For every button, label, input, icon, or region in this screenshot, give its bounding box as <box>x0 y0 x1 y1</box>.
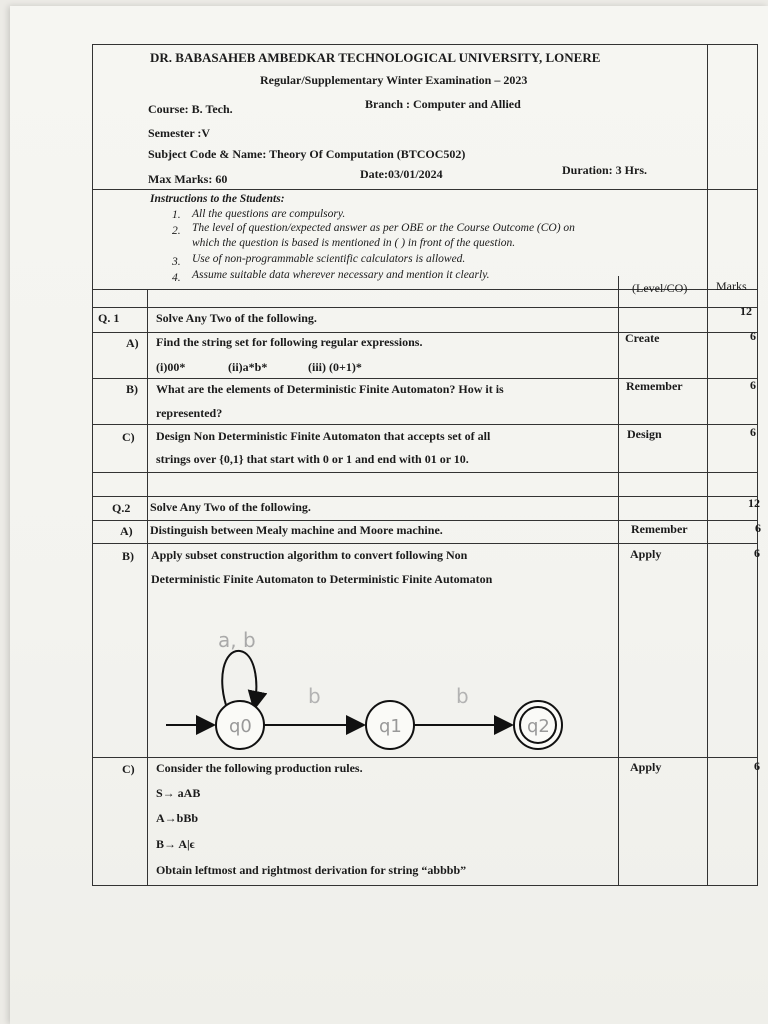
production-rule: B→ A|ϵ <box>156 837 195 851</box>
part-label: B) <box>122 549 134 563</box>
part-text: Apply subset construction algorithm to convert following Non <box>151 548 468 562</box>
part-text: strings over {0,1} that start with 0 or 1 and end with 01 or 10. <box>156 452 469 466</box>
part-marks: 6 <box>750 329 756 343</box>
instruction-number: 3. <box>172 256 181 268</box>
semester: Semester :V <box>148 126 211 140</box>
question-title: Solve Any Two of the following. <box>156 311 317 325</box>
part-label: C) <box>122 762 135 776</box>
instruction-text: Assume suitable data wherever necessary and mention it clearly. <box>192 269 490 281</box>
state-label: q1 <box>379 716 402 737</box>
column-rule <box>147 289 148 886</box>
part-text: Consider the following production rules. <box>156 761 363 775</box>
part-text: Deterministic Finite Automaton to Deterministic Finite Automaton <box>151 572 493 586</box>
instruction-text: All the questions are compulsory. <box>192 208 346 220</box>
part-marks: 6 <box>750 425 756 439</box>
max-marks: Max Marks: 60 <box>148 172 228 186</box>
exam-title: Regular/Supplementary Winter Examination – 2023 <box>260 73 528 87</box>
marks-column-header: Marks <box>716 279 747 293</box>
part-level: Design <box>627 427 662 441</box>
part-label: A) <box>120 524 133 538</box>
part-level: Apply <box>630 760 662 774</box>
question-title: Solve Any Two of the following. <box>150 500 311 514</box>
part-text: Design Non Deterministic Finite Automaton that accepts set of all <box>156 429 491 443</box>
part-text: Find the string set for following regular expressions. <box>156 335 423 349</box>
divider <box>92 757 758 758</box>
regex-expression: (iii) (0+1)* <box>308 360 362 374</box>
transition-label: b <box>456 684 469 708</box>
instruction-text: The level of question/expected answer as per OBE or the Course Outcome (CO) on <box>192 222 575 234</box>
part-text: Distinguish between Mealy machine and Moore machine. <box>150 523 443 537</box>
exam-paper <box>10 6 768 1024</box>
divider <box>92 307 758 308</box>
level-column-header: (Level/CO) <box>632 281 688 295</box>
part-marks: 6 <box>754 759 760 773</box>
question-label: Q. 1 <box>98 311 120 325</box>
instruction-text: which the question is based is mentioned in ( ) in front of the question. <box>192 237 516 249</box>
exam-date: Date:03/01/2024 <box>360 167 443 181</box>
part-level: Remember <box>631 522 688 536</box>
question-marks: 12 <box>740 304 752 318</box>
production-rule: S→ aAB <box>156 786 201 800</box>
instruction-text: Use of non-programmable scientific calculators is allowed. <box>192 253 466 265</box>
self-loop-label: a, b <box>218 628 256 652</box>
branch: Branch : Computer and Allied <box>365 97 521 111</box>
course: Course: B. Tech. <box>148 102 233 116</box>
exam-duration: Duration: 3 Hrs. <box>562 163 647 177</box>
divider <box>92 520 758 521</box>
divider <box>92 424 758 425</box>
subject: Subject Code & Name: Theory Of Computation (BTCOC502) <box>148 147 466 161</box>
part-marks: 6 <box>755 521 761 535</box>
divider <box>92 189 758 190</box>
university-name: DR. BABASAHEB AMBEDKAR TECHNOLOGICAL UNIVERSITY, LONERE <box>150 50 601 65</box>
part-text: represented? <box>156 406 223 420</box>
divider <box>92 472 758 473</box>
instructions-title: Instructions to the Students: <box>150 193 285 205</box>
part-level: Remember <box>626 379 683 393</box>
question-label: Q.2 <box>112 501 131 515</box>
part-label: B) <box>126 382 138 396</box>
state-label: q2 <box>527 716 550 737</box>
nfa-diagram <box>150 621 570 756</box>
part-level: Create <box>625 331 660 345</box>
part-label: C) <box>122 430 135 444</box>
column-rule <box>618 276 619 886</box>
transition-label: b <box>308 684 321 708</box>
part-label: A) <box>126 336 139 350</box>
part-text: Obtain leftmost and rightmost derivation for string “abbbb” <box>156 863 467 877</box>
column-rule <box>707 44 708 886</box>
regex-expression: (i)00* <box>156 360 186 374</box>
regex-expression: (ii)a*b* <box>228 360 268 374</box>
part-text: What are the elements of Deterministic Finite Automaton? How it is <box>156 382 504 396</box>
instruction-number: 4. <box>172 272 181 284</box>
divider <box>92 543 758 544</box>
instruction-number: 1. <box>172 209 181 221</box>
part-marks: 6 <box>750 378 756 392</box>
production-rule: A→bBb <box>156 811 199 825</box>
instruction-number: 2. <box>172 225 181 237</box>
state-label: q0 <box>229 716 252 737</box>
part-level: Apply <box>630 547 662 561</box>
divider <box>92 496 758 497</box>
part-marks: 6 <box>754 546 760 560</box>
question-marks: 12 <box>748 496 760 510</box>
